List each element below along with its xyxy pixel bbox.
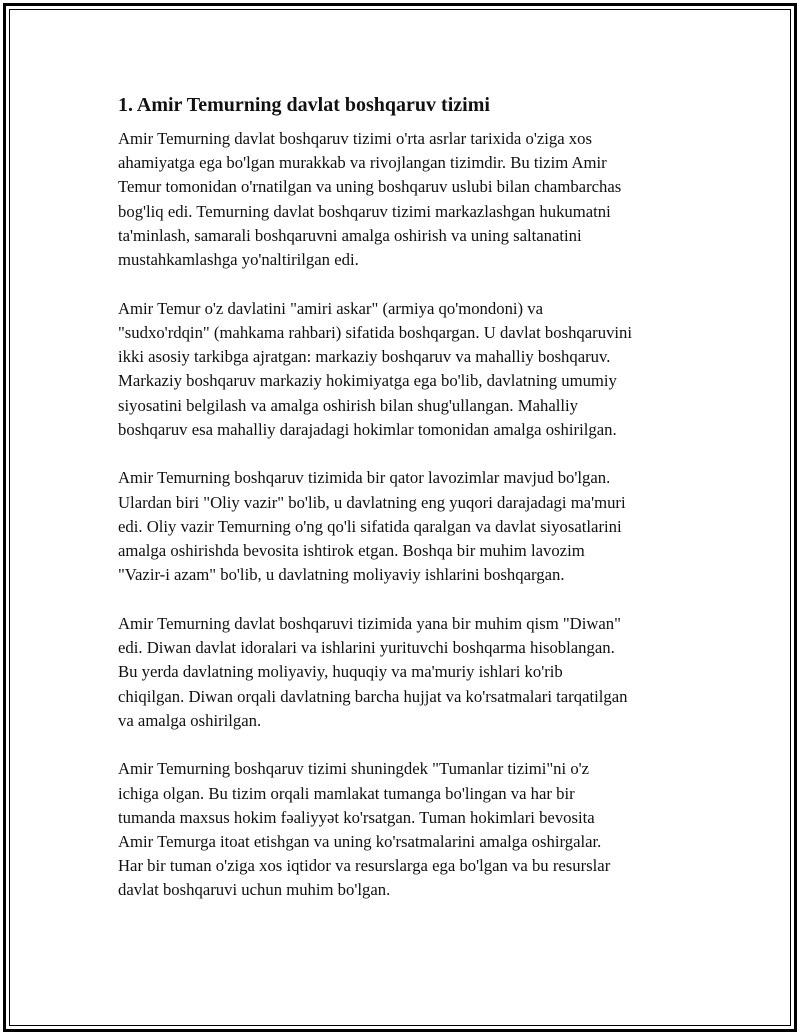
section-heading: 1. Amir Temurning davlat boshqaruv tizimi xyxy=(118,94,490,116)
paragraph-intro: Amir Temurning davlat boshqaruv tizimi o'rta asrlar tarixida o'ziga xos ahamiyatga ega bo'lgan murakkab va rivojlangan tizimdir. Bu tizim Amir Temur tomonidan o'rnatilgan va uning boshqaruv uslubi bilan chambarchas bog'liq edi. Temurning davlat boshqaruv tizimi markazlashgan hukumatni ta'minlash, samarali boshqaruvni amalga oshirish va uning saltanatini mustahkamlashga yo'naltirilgan edi. xyxy=(118,129,622,270)
paragraph-positions: Amir Temurning boshqaruv tizimida bir qator lavozimlar mavjud bo'lgan. Ulardan biri "Oliy vazir" bo'lib, u davlatning eng yuqori darajadagi ma'muri edi. Oliy vazir Temurning o'ng qo'li sifatida qaralgan va davlat siyosatlarini amalga oshirishda bevosita ishtirok etgan. Boshqa bir muhim lavozim "Vazir-i azam" bo'lib, u davlatning moliyaviy ishlarini boshqargan. xyxy=(118,468,626,585)
paragraph-diwan: Amir Temurning davlat boshqaruvi tizimida yana bir muhim qism "Diwan" edi. Diwan davlat idoralari va ishlarini yurituvchi boshqarma hisoblangan. Bu yerda davlatning moliyaviy, huquqiy va ma'muriy ishlari ko'rib chiqilgan. Diwan orqali davlatning barcha hujjat va ko'rsatmalari tarqatilgan va amalga oshirilgan. xyxy=(118,613,628,730)
paragraph-central-local-governance: Amir Temur o'z davlatini "amiri askar" (armiya qo'mondoni) va "sudxo'rdqin" (mahkama rahbari) sifatida boshqargan. U davlat boshqaruvini ikki asosiy tarkibga ajratgan: markaziy boshqaruv va mahalliy boshqaruv. Markaziy boshqaruv markaziy hokimiyatga ega bo'lib, davlatning umumiy siyosatini belgilash va amalga oshirish bilan shug'ullangan. Mahalliy boshqaruv esa mahalliy darajadagi hokimlar tomonidan amalga oshirilgan. xyxy=(118,298,633,439)
document-body xyxy=(118,92,686,927)
paragraph-tumanlar-system: Amir Temurning boshqaruv tizimi shuningdek "Tumanlar tizimi"ni o'z ichiga olgan. Bu tizim orqali mamlakat tumanga bo'lingan va har bir tumanda maxsus hokim fəaliyyət ko'rsatgan. Tuman hokimlari bevosita Amir Temurga itoat etishgan va uning ko'rsatmalarini amalga oshirgalar. Har bir tuman o'ziga xos iqtidor va resurslarga ega bo'lgan va bu resurslar davlat boshqaruvi uchun muhim bo'lgan. xyxy=(118,759,611,900)
